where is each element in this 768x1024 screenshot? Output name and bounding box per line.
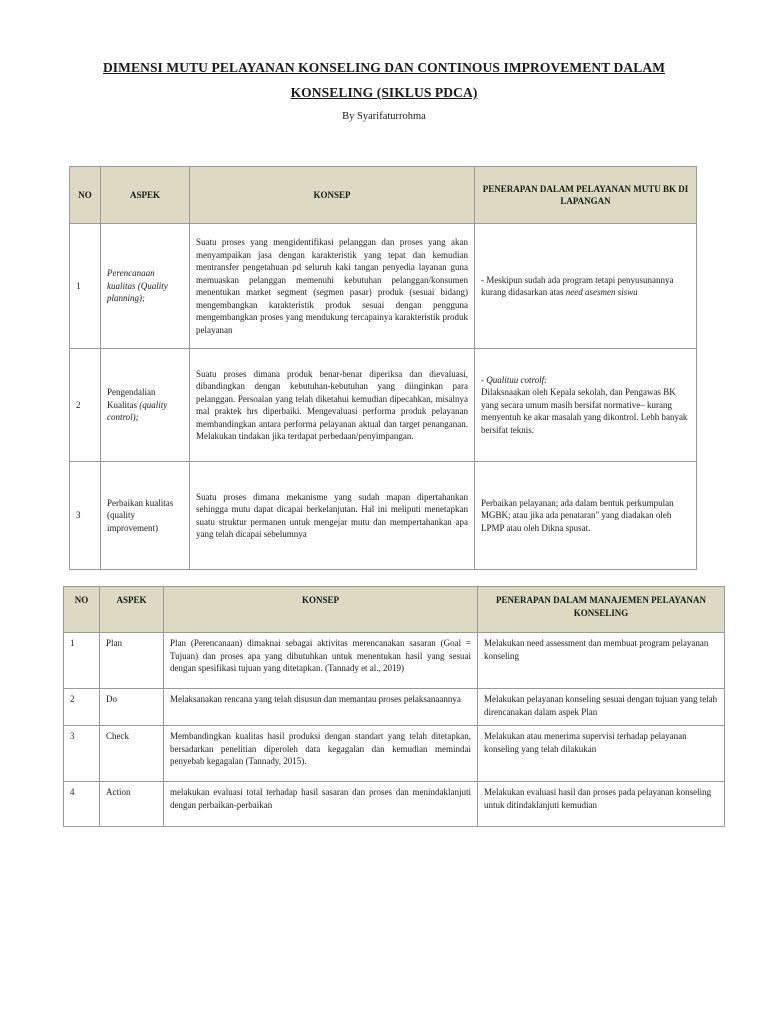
cell-aspek: Do (100, 689, 164, 726)
cell-konsep: Membandingkan kualitas hasil produksi dengan standart yang telah ditetapkan, bersadarkan penelitian diperoleh data kegagalan dan kemudian memindai penyebab kegagalan (Tannady, 2015). (164, 726, 478, 782)
cell-konsep: Suatu proses yang mengidentifikasi pelanggan dan proses yang akan menyampaikan jasa dengan karakteristik yang tepat dan kemudian mentransfer pengetahuan pd seluruh kaki tangan penyedia layanan guna memuaskan pelanggan memenuhi kebutuhan pelanggan/konsumen menentukan market segment (segmen pasar) produk (sesuai bidang) mengembangkan karakteristik produk sesuai dengan pengguna mengembangkan proses yang mendukung tercapainya karakteristik produk pelayanan (190, 224, 475, 349)
cell-no: 4 (64, 782, 100, 827)
table-header-row (70, 167, 697, 224)
penerapan-italic-text: need asesmen siswa (565, 287, 638, 297)
cell-konsep: Suatu proses dimana mekanisme yang sudah mapan dipertahankan sehingga mutu dapat dicapai berkelanjutan. Hal ini meliputi menetapkan suatu struktur permanen untuk mengejar mutu dan mempertahankan apa yang telah dicapai sebelumnya (190, 462, 475, 570)
cell-aspek: Action (100, 782, 164, 827)
table-row (64, 782, 725, 827)
penerapan-text: - Meskipun sudah ada program tetapi penyusunannya kurang didasarkan atas (481, 274, 674, 297)
aspek-text: Pengendalian Kualitas (107, 387, 156, 410)
cell-no: 1 (70, 224, 101, 349)
cell-aspek (101, 349, 190, 462)
table-row (70, 349, 697, 462)
header-no: NO (70, 167, 101, 224)
header-aspek: ASPEK (101, 167, 190, 224)
table-row (64, 689, 725, 726)
cell-konsep: Plan (Perencanaan) dimaknai sebagai aktivitas merencanakan sasaran (Goal = Tujuan) dan proses apa yang dibutuhkan untuk menentukan hasil yang sesuai dengan spesifikasi tujuan yang ditetapkan. (Tannady et al., 2019) (164, 633, 478, 689)
quality-dimension-table (69, 166, 697, 570)
cell-konsep: melakukan evaluasi total terhadap hasil sasaran dan proses dan menindaklanjuti dengan perbaikan-perbaikan (164, 782, 478, 827)
header-aspek: ASPEK (100, 587, 164, 633)
cell-no: 2 (70, 349, 101, 462)
cell-aspek: Perbaikan kualitas (quality improvement) (101, 462, 190, 570)
cell-penerapan: Melakukan pelayanan konseling sesuai dengan tujuan yang telah direncanakan dalam aspek Plan (478, 689, 725, 726)
cell-konsep: Melaksanakan rencana yang telah disusun dan memantau proses pelaksanaannya (164, 689, 478, 726)
table-row (64, 726, 725, 782)
cell-penerapan: Perbaikan pelayanan; ada dalam bentuk perkumpulan MGBK; atau jika ada penataran" yang diadakan oleh LPMP atau oleh Dikna spusat. (475, 462, 697, 570)
table-header-row (64, 587, 725, 633)
penerapan-text: Dilaksnaakan oleh Kepala sekolah, dan Pengawas BK yang secara umum masih bersifat normative– kurang menyentuh ke akar masalah yang dikontrol. Lebh banyak bersifat teknis. (481, 387, 688, 435)
cell-no: 3 (64, 726, 100, 782)
header-penerapan: PENERAPAN DALAM PELAYANAN MUTU BK DI LAPANGAN (475, 167, 697, 224)
cell-aspek: Check (100, 726, 164, 782)
header-no: NO (64, 587, 100, 633)
cell-aspek: Plan (100, 633, 164, 689)
aspek-italic-text: (quality control); (107, 399, 168, 423)
penerapan-prefix: - Qualituu cotrolf: (481, 374, 548, 385)
cell-no: 3 (70, 462, 101, 570)
aspek-italic-text: Perencanaan kualitas (Quality planning); (107, 268, 168, 304)
table-row (64, 633, 725, 689)
cell-penerapan: Melakukan evaluasi hasil dan proses pada pelayanan konseling untuk ditindaklanjuti kemudian (478, 782, 725, 827)
cell-konsep: Suatu proses dimana produk benar-benar diperiksa dan dievaluasi, dibandingkan dengan kebutuhan-kebutuhan yang diinginkan para pelanggan. Persoalan yang telah diketahui kemudian dipecahkan, misalnya mal praktek hrs diperbaiki. Mengevaluasi performa produk pelayanan membandingkan antara performa pelayanan aktual dan target penanganan. Melakukan tindakan jika terdapat perbedaan/penyimpangan. (190, 349, 475, 462)
header-penerapan: PENERAPAN DALAM MANAJEMEN PELAYANAN KONSELING (478, 587, 725, 633)
cell-aspek (101, 224, 190, 349)
table-row (70, 462, 697, 570)
header-konsep: KONSEP (164, 587, 478, 633)
cell-penerapan: Melakukan atau menerima supervisi terhadap pelayanan konseling yang telah dilakukan (478, 726, 725, 782)
pdca-table (63, 586, 725, 827)
cell-penerapan (475, 224, 697, 349)
document-author: By Syarifaturrohma (342, 111, 426, 122)
table-row (70, 224, 697, 349)
cell-penerapan (475, 349, 697, 462)
cell-no: 2 (64, 689, 100, 726)
header-konsep: KONSEP (190, 167, 475, 224)
document-title: DIMENSI MUTU PELAYANAN KONSELING DAN CONTINOUS IMPROVEMENT DALAM KONSELING (SIKLUS PDCA) (102, 60, 666, 100)
cell-no: 1 (64, 633, 100, 689)
cell-penerapan: Melakukan need assessment dan membuat program pelayanan konseling (478, 633, 725, 689)
